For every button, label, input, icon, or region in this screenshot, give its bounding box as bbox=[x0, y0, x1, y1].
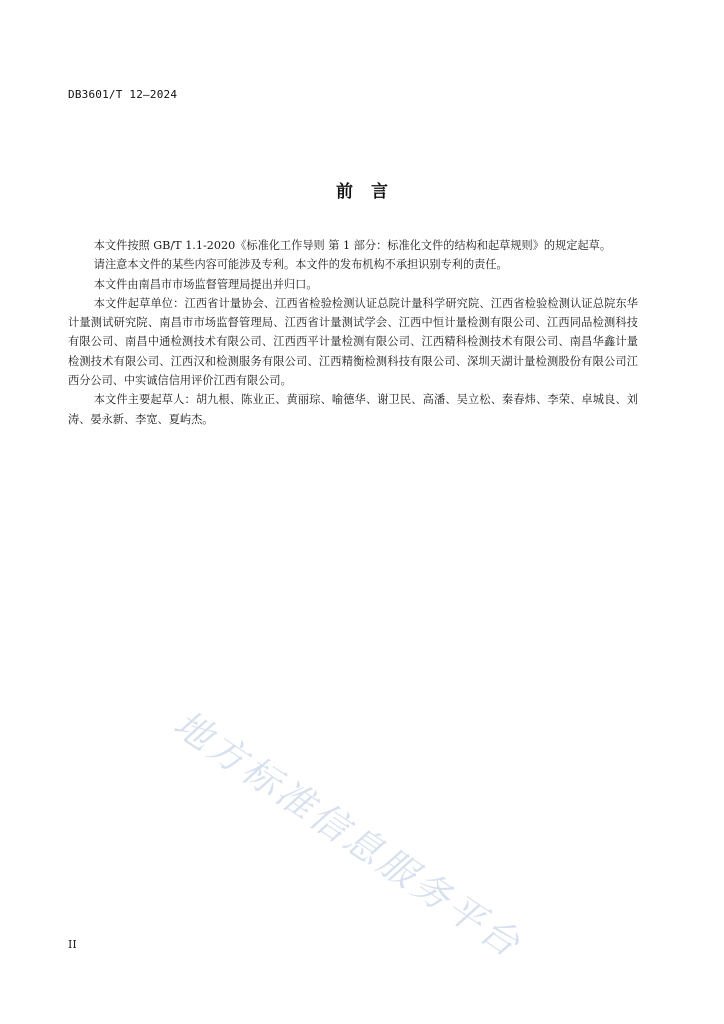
paragraph-drafters: 本文件主要起草人：胡九根、陈业正、黄丽琮、喻德华、谢卫民、高潘、吴立松、秦春炜、李荣、卓城良、刘涛、晏永新、李宽、夏屿杰。 bbox=[68, 393, 638, 426]
paragraph-proposer: 本文件由南昌市市场监督管理局提出并归口。 bbox=[93, 277, 318, 291]
page-number: II bbox=[68, 938, 77, 951]
paragraph-drafting-units: 本文件起草单位：江西省计量协会、江西省检验检测认证总院计量科学研究院、江西省检验检测认证总院东华计量测试研究院、南昌市市场监督管理局、江西省计量测试学会、江西中恒计量检测有限公司、江西同品检测科技有限公司、南昌中通检测技术有限公司、江西西平计量检测有限公司、江西精科检测技术有限公司、南昌华鑫计量检测技术有限公司、江西汉和检测服务有限公司、江西精衡检测科技有限公司、深圳天湖计量检测股份有限公司江西分公司、中实诚信信用评价江西有限公司。 bbox=[68, 296, 638, 388]
header-code: DB3601/T 12—2024 bbox=[68, 88, 178, 101]
paragraph-patent-notice: 请注意本文件的某些内容可能涉及专利。本文件的发布机构不承担识别专利的责任。 bbox=[93, 258, 508, 272]
watermark: 地方标准信息服务平台 bbox=[166, 702, 530, 967]
page-title: 前言 bbox=[336, 182, 406, 202]
body-text bbox=[68, 236, 638, 429]
paragraph-drafting-rules: 本文件按照 GB/T 1.1-2020《标准化工作导则 第 1 部分：标准化文件的结构和起草规则》的规定起草。 bbox=[93, 239, 612, 252]
